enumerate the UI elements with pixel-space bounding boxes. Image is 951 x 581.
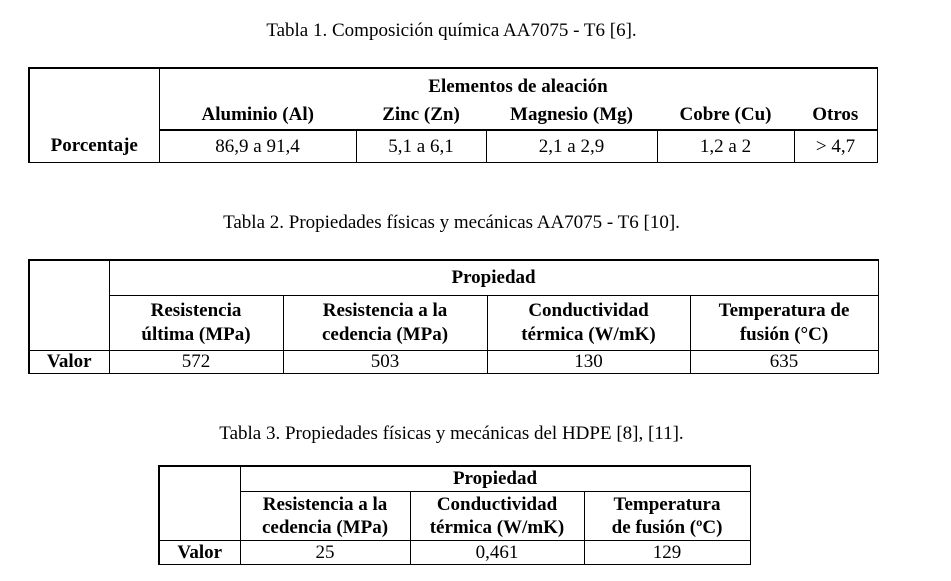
header-line: térmica (W/mK) <box>521 324 656 345</box>
header-line: Conductividad <box>528 300 649 321</box>
table-3-corner-cell <box>159 466 240 541</box>
table-2-row-label: Valor <box>29 351 109 374</box>
table-1-caption: Tabla 1. Composición química AA7075 - T6 [6]. <box>266 20 637 41</box>
header-line: Temperatura <box>613 494 721 515</box>
table-2-col-header <box>690 296 878 351</box>
table-row <box>159 541 750 565</box>
table-cell: 0,461 <box>410 541 584 565</box>
table-1-corner-cell <box>29 68 159 130</box>
table-cell: 25 <box>240 541 410 565</box>
table-2-col-header <box>283 296 487 351</box>
table-1-chemical-composition <box>28 67 878 163</box>
table-1-col-header: Aluminio (Al) <box>159 101 356 130</box>
table-cell: 2,1 a 2,9 <box>486 130 657 163</box>
table-1-row-label: Porcentaje <box>29 130 159 163</box>
table-2-col-header <box>487 296 690 351</box>
table-1-group-header: Elementos de aleación <box>159 68 877 101</box>
table-cell: 86,9 a 91,4 <box>159 130 356 163</box>
header-line: de fusión (ºC) <box>611 517 723 538</box>
header-line: Resistencia <box>150 300 242 321</box>
table-row <box>29 351 878 374</box>
table-3-group-header: Propiedad <box>240 466 750 492</box>
table-cell: 130 <box>487 351 690 374</box>
table-cell: 129 <box>584 541 750 565</box>
table-1-col-header: Zinc (Zn) <box>356 101 486 130</box>
table-2-corner-cell <box>29 260 109 351</box>
header-line: Conductividad <box>436 494 558 515</box>
table-1-col-header: Magnesio (Mg) <box>486 101 657 130</box>
table-3-col-header <box>410 492 584 541</box>
table-2-col-header <box>109 296 283 351</box>
table-cell: 635 <box>690 351 878 374</box>
table-1-col-header: Otros <box>794 101 877 130</box>
header-line: térmica (W/mK) <box>429 517 565 538</box>
header-line: Resistencia a la <box>262 494 388 515</box>
table-row <box>29 130 877 163</box>
table-2-caption: Tabla 2. Propiedades físicas y mecánicas AA7075 - T6 [10]. <box>223 212 680 233</box>
table-3-row-label: Valor <box>159 541 240 565</box>
table-2-group-header: Propiedad <box>109 260 878 296</box>
table-cell: 5,1 a 6,1 <box>356 130 486 163</box>
table-2-aa7075-properties <box>28 259 879 374</box>
header-line: Temperatura de <box>718 300 850 321</box>
table-3-col-header <box>584 492 750 541</box>
header-line: cedencia (MPa) <box>261 517 389 538</box>
table-3-caption: Tabla 3. Propiedades físicas y mecánicas del HDPE [8], [11]. <box>219 423 684 444</box>
table-3-hdpe-properties <box>158 465 751 565</box>
table-1-col-header: Cobre (Cu) <box>657 101 794 130</box>
header-line: fusión (°C) <box>739 324 829 345</box>
table-cell: 572 <box>109 351 283 374</box>
table-3-col-header <box>240 492 410 541</box>
header-line: Resistencia a la <box>322 300 448 321</box>
header-line: última (MPa) <box>141 324 251 345</box>
table-cell: 1,2 a 2 <box>657 130 794 163</box>
table-cell: 503 <box>283 351 487 374</box>
header-line: cedencia (MPa) <box>321 324 449 345</box>
table-cell: > 4,7 <box>794 130 877 163</box>
